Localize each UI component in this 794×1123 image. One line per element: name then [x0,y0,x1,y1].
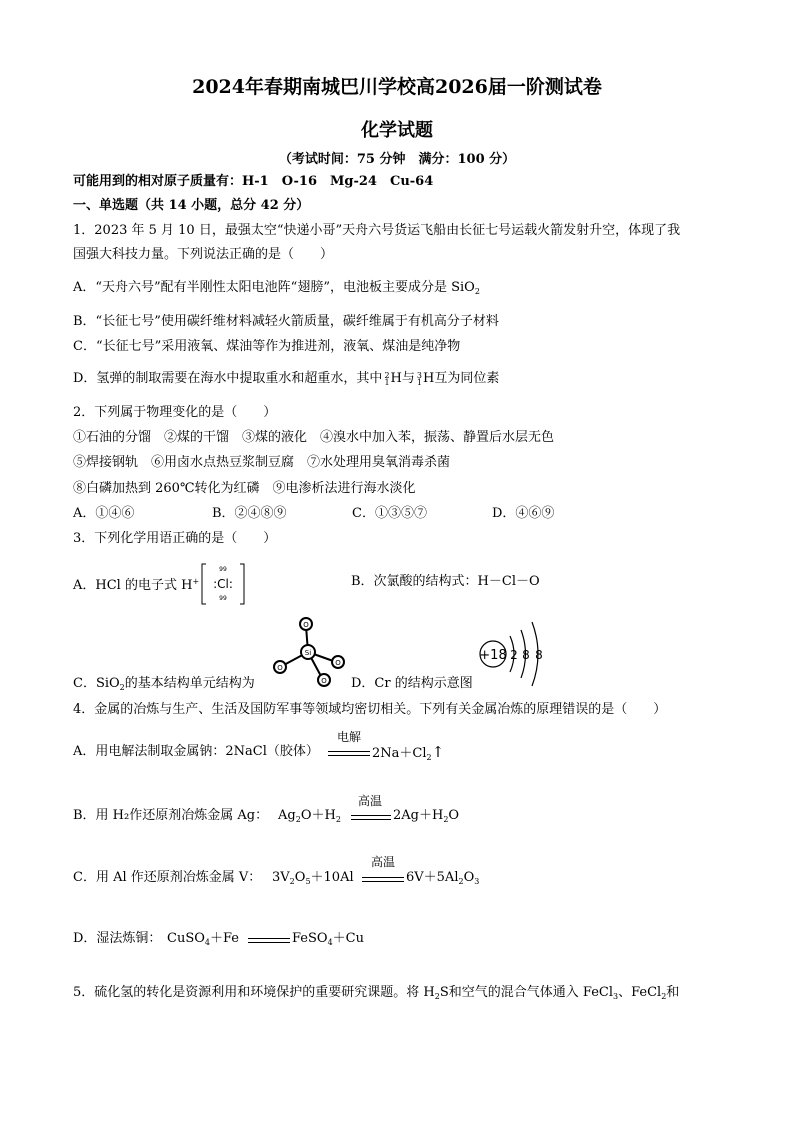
o-atom: O [321,677,327,685]
sio2-tetrahedron-diagram [270,612,352,694]
q4-option-a: A．用电解法制取金属钠：2NaCl（胶体） [73,744,319,759]
q4-d-reactants: CuSO$_4$＋Fe [167,931,239,947]
isotope-notation: 3 1 [416,370,422,387]
atomic-structure-diagram [472,614,552,694]
lone-pair-bottom: 99 [219,595,227,602]
hcl-electron-formula [200,562,248,606]
isotope-notation: 2 1 [384,370,390,387]
q4-option-b: B．用 H₂作还原剂冶炼金属 Ag： [73,808,269,823]
exam-info: （考试时间：75 分钟 满分：100 分） [278,152,516,167]
reaction-condition: 高温 [357,794,382,808]
q2-items-line2: ⑤焊接钢轨 ⑥用卤水点热豆浆制豆腐 ⑦水处理用臭氧消毒杀菌 [73,455,451,470]
q4-d-products: FeSO$_4$＋Cu [292,931,364,947]
q4-c-reactants: $3V_2O_5+10Al$ [272,870,354,886]
lone-pair-top: 99 [219,566,227,573]
q4-b-reactants: $Ag_2O+H_2$ [278,808,341,824]
q2-option-c: C．①③⑤⑦ [352,506,427,521]
q4-c-products: $6V+5Al_2O_3$ [406,870,480,886]
shell-electrons: 8 [535,648,543,662]
q4-b-products: $2Ag+H_2O$ [393,808,460,824]
q2-items-line3: ⑧白磷加热到 260℃转化为红磷 ⑨电渗析法进行海水淡化 [73,481,416,496]
q1-option-d: D．氢弹的制取需要在海水中提取重水和超重水，其中 2 1H与 3 1H互为同位素 [73,370,500,387]
reaction-condition: 高温 [370,855,395,869]
q4-a-products: $2Na+Cl_2↑$ [372,743,445,762]
si-atom: Si [304,649,312,657]
equals-sign [328,751,370,756]
q1-option-c: C．“长征七号”采用液氧、煤油等作为推进剂，液氧、煤油是纯净物 [73,339,461,354]
q3-option-d: D．Cr 的结构示意图 [351,676,473,691]
q2-option-b: B．②④⑧⑨ [212,506,287,521]
q3-option-b: B．次氯酸的结构式：H－Cl－O [351,574,540,589]
equals-sign [351,815,391,820]
nucleus-charge: +18 [479,648,507,663]
q3-option-c: C．SiO$_2$的基本结构单元结构为 [73,676,255,692]
q3-option-a: A．HCl 的电子式 H+ [73,577,200,593]
o-atom: O [277,664,283,672]
shell-electrons: 8 [522,648,530,662]
q5-stem: 5．硫化氢的转化是资源利用和环境保护的重要研究课题。将 $H_2S$和空气的混合气体通入 FeCl$_3$、FeCl$_2$和 [73,985,680,1001]
q4-stem: 4．金属的冶炼与生产、生活及国防军事等领域均密切相关。下列有关金属冶炼的原理错误的是（ ） [73,702,667,717]
q2-option-d: D．④⑥⑨ [492,506,555,521]
subject-title: 化学试题 [361,120,433,141]
atomic-masses: 可能用到的相对原子质量有：H-1 O-16 Mg-24 Cu-64 [73,174,434,189]
q2-items-line1: ①石油的分馏 ②煤的干馏 ③煤的液化 ④溴水中加入苯，振荡、静置后水层无色 [73,430,555,445]
exam-title: 2024年春期南城巴川学校高2026届一阶测试卷 [192,76,602,98]
shell-electrons: 2 [510,648,518,662]
equals-sign [362,877,404,882]
reaction-condition: 电解 [336,730,361,744]
o-atom: O [303,621,309,629]
section-heading: 一、单选题（共 14 小题，总分 42 分） [73,198,310,213]
q1-stem-line1: 1．2023 年 5 月 10 日，最强太空“快递小哥”天舟六号货运飞船由长征七号运载火箭发射升空，体现了我 [73,223,681,238]
q1-option-b: B．“长征七号”使用碳纤维材料减轻火箭质量，碳纤维属于有机高分子材料 [73,314,499,329]
q3-stem: 3．下列化学用语正确的是（ ） [73,531,277,546]
q2-option-a: A．①④⑥ [73,506,135,521]
cl-atom: :Cl: [213,577,233,591]
q1-option-a: A．“天舟六号”配有半刚性太阳电池阵“翅膀”，电池板主要成分是 SiO$_2$ [73,280,480,296]
q4-option-d: D．湿法炼铜： [73,931,162,946]
q1-stem-line2: 国强大科技力量。下列说法正确的是（ ） [73,247,334,262]
o-atom: O [335,659,341,667]
q4-option-c: C．用 Al 作还原剂冶炼金属 V： [73,870,262,885]
q2-stem: 2．下列属于物理变化的是（ ） [73,405,277,420]
equals-sign [248,938,290,943]
